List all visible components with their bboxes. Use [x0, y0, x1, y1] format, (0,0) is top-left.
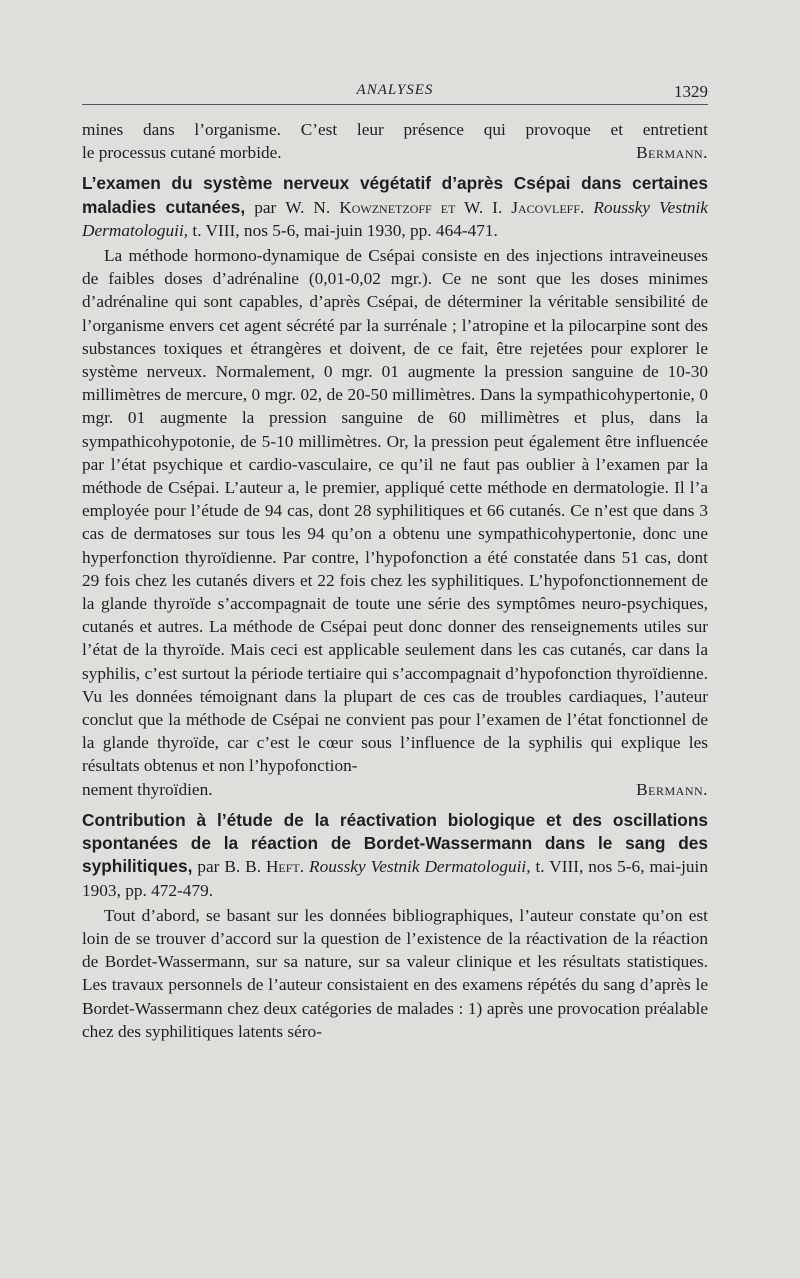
- article-1-signature: Bermann.: [636, 779, 708, 799]
- running-head: [82, 82, 708, 104]
- article-1-body: La méthode hormono-dynamique de Csépai consiste en des injections intraveineuses de faibles doses d’adrénaline (0,01-0,02 mgr.). Ce ne sont que les doses minimes d’adrénaline qui sont capables, d’après Csépai, de déterminer la véritable sensibilité de l’organisme envers cet agent sécrété par la surrénale ; l’atropine et la pilocarpine sont des substances toxiques et étrangères et doivent, de ce fait, être rejetées pour explorer le système nerveux. Normalement, 0 mgr. 01 augmente la pression sanguine de 10-30 millimètres de mercure, 0 mgr. 02, de 20-50 millimètres. Dans la sympathicohypertonie, 0 mgr. 01 augmente la pression sanguine de 60 millimètres et plus, dans la sympathicohypotonie, de 5-10 millimètres. Or, la pression peut également être influencée par l’état psychique et cardio-vasculaire, ce qu’il ne faut pas oublier à l’examen par la méthode de Csépai. L’auteur a, le premier, appliqué cette méthode en dermatologie. Il l’a employée pour l’étude de 94 cas, dont 28 syphilitiques et 66 cutanés. Ce n’est que dans 3 cas de dermatoses sur tous les 94 qu’on a obtenu une sympathicohypertonie, donc une hyperfonction thyroïdienne. Par contre, l’hypofonction a été constatée dans 51 cas, dont 29 fois chez les cutanés divers et 22 fois chez les syphilitiques. L’hypofonctionnement de la glande thyroïde s’accompagnait de toute une série des symptômes neuro-psychiques, cutanés et autres. La méthode de Csépai peut donc donner des renseignements utiles sur l’état de la thyroïde. Mais ceci est applicable seulement dans les cas cutanés, car dans la syphilis, c’est surtout la période tertiaire qui s’accompagnait d’hypofonction thyroïdienne. Vu les données témoignant dans la plupart de ces cas de troubles cardiaques, l’auteur conclut que la méthode de Csépai ne convient pas pour l’examen de l’état fonctionnel de la glande thyroïde, car c’est le cœur sous l’influence de la syphilis qui explique les résultats obtenus et non l’hypofonction-: [82, 246, 708, 776]
- intro-line-1: mines dans l’organisme. C’est leur présence qui provoque et entretient: [82, 120, 708, 139]
- article-1-title: L’examen du système nerveux végétatif d’après Csépai dans certaines maladies cutanées,: [82, 173, 708, 217]
- page-content: [82, 118, 708, 1043]
- article-2-body: Tout d’abord, se basant sur les données bibliographiques, l’auteur constate qu’on est loin de se trouver d’accord sur la question de l’existence de la réactivation de la réaction de Bordet-Wassermann, sur sa nature, sur sa valeur clinique et les résultats statistiques. Les travaux personnels de l’auteur consistaient en des examens répétés du sang d’après le Bordet-Wassermann chez deux catégories de malades : 1) après une provocation préalable chez des syphilitiques latents séro-: [82, 905, 708, 1041]
- article-1-body-last: nement thyroïdien.: [82, 779, 213, 799]
- article-1-heading: [82, 172, 708, 242]
- article-2-title: Contribution à l’étude de la réactivation biologique et des oscillations spontanées de la réaction de Bordet-Wassermann dans le sang des syphilitiques,: [82, 809, 708, 877]
- article-2-by: par: [197, 857, 220, 877]
- article-2-journal: Roussky Vestnik Dermatologuii,: [309, 857, 531, 877]
- article-1-citation: t. VIII, nos 5-6, mai-juin 1930, pp. 464-471.: [192, 220, 498, 240]
- article-1-authors: W. N. Kowznetzoff et W. I. Jacovleff.: [285, 197, 585, 217]
- article-1-by: par: [254, 197, 277, 217]
- intro-closing-line: [82, 141, 708, 164]
- header-rule: [82, 104, 708, 105]
- article-1-closing-line: [82, 778, 708, 801]
- running-title: ANALYSES: [356, 82, 434, 98]
- article-2-authors: B. B. Heft.: [224, 857, 305, 877]
- article-2-heading: [82, 809, 708, 902]
- article-1-journal: Roussky Vestnik Dermatologuii,: [82, 197, 708, 240]
- intro-line-2: le processus cutané morbide.: [82, 143, 282, 163]
- page-number: 1329: [674, 82, 708, 101]
- article-2-citation: t. VIII, nos 5-6, mai-juin 1903, pp. 472-479.: [82, 857, 708, 900]
- intro-signature: Bermann.: [636, 143, 708, 163]
